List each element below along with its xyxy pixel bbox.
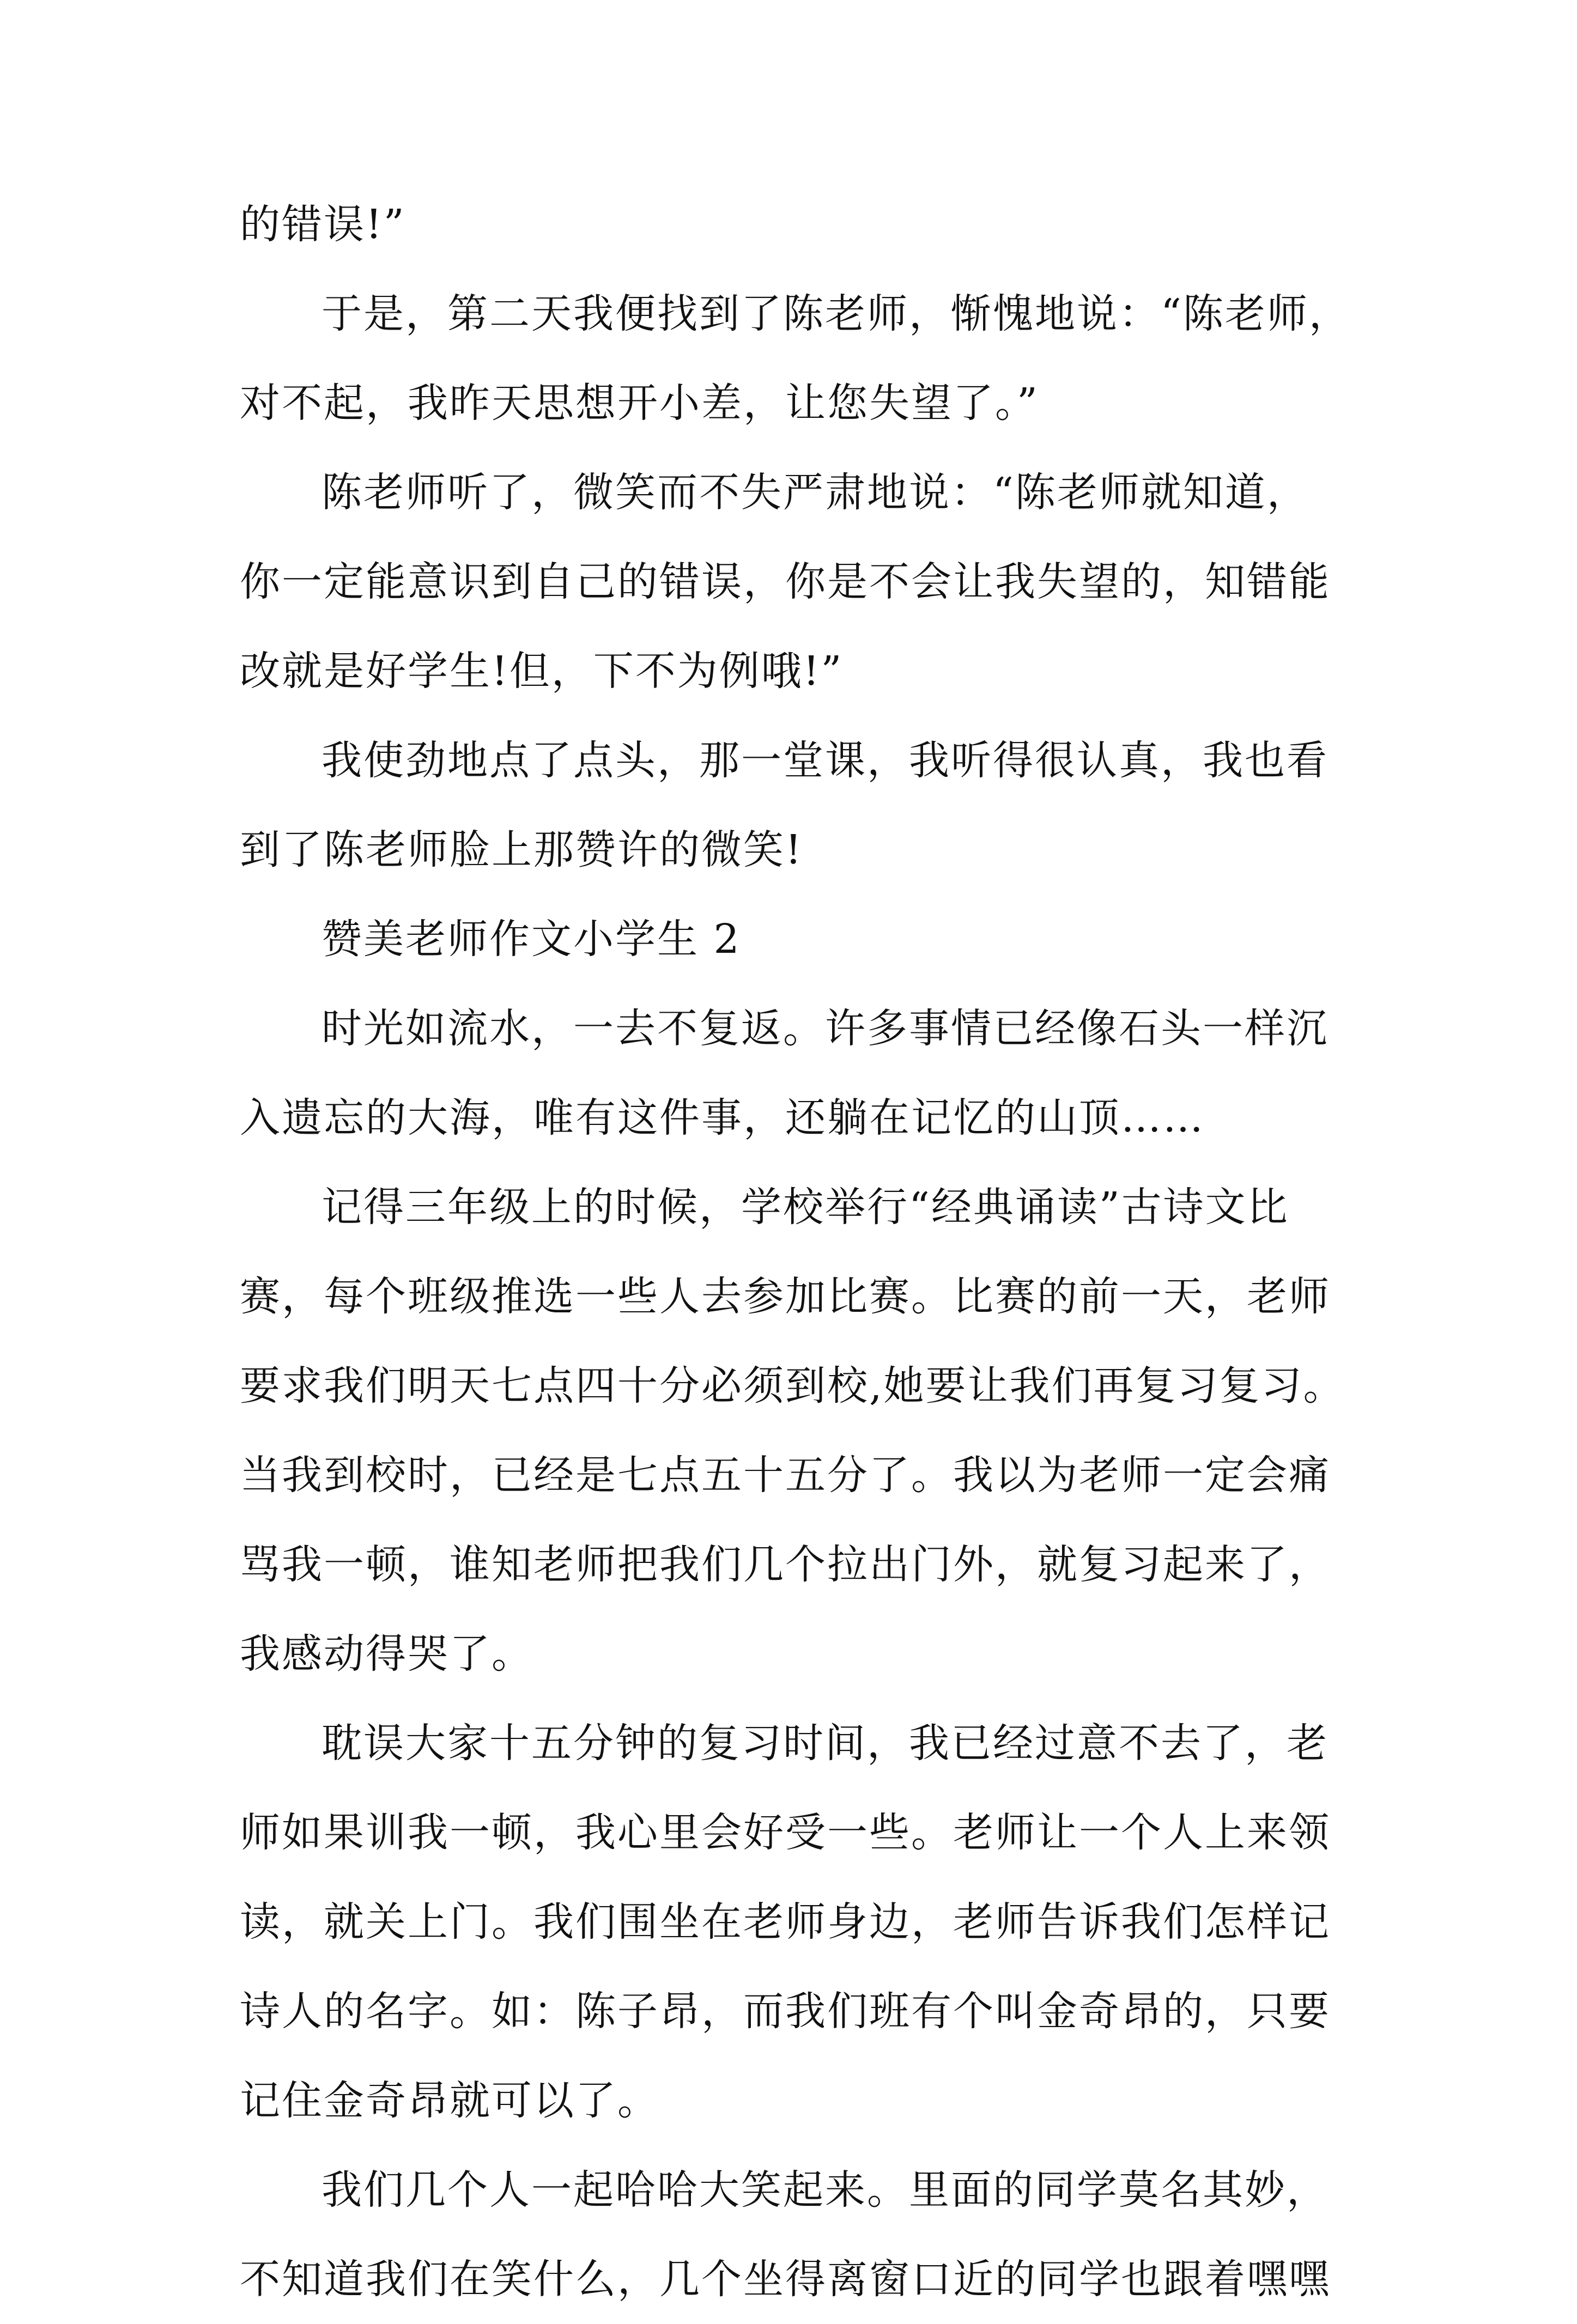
text-line: 你一定能意识到自己的错误，你是不会让我失望的，知错能 bbox=[240, 558, 1331, 605]
text-line: 耽误大家十五分钟的复习时间，我已经过意不去了，老 bbox=[322, 1720, 1329, 1767]
text-line: 改就是好学生!但，下不为例哦!” bbox=[240, 648, 844, 695]
text-line: 入遗忘的大海，唯有这件事，还躺在记忆的山顶…… bbox=[240, 1094, 1205, 1141]
text-line: 的错误!” bbox=[240, 201, 406, 248]
text-line: 我感动得哭了。 bbox=[240, 1631, 533, 1677]
text-line: 赛，每个班级推选一些人去参加比赛。比赛的前一天，老师 bbox=[240, 1273, 1331, 1320]
text-line: 对不起，我昨天思想开小差，让您失望了。” bbox=[240, 380, 1039, 427]
body-text bbox=[240, 180, 1351, 2324]
text-line: 要求我们明天七点四十分必须到校,她要让我们再复习复习。 bbox=[240, 1362, 1345, 1409]
text-line: 记住金奇昂就可以了。 bbox=[240, 2077, 659, 2124]
text-line: 陈老师听了，微笑而不失严肃地说：“陈老师就知道， bbox=[322, 469, 1309, 516]
text-line: 骂我一顿，谁知老师把我们几个拉出门外，就复习起来了， bbox=[240, 1541, 1331, 1588]
text-line: 诗人的名字。如：陈子昂，而我们班有个叫金奇昂的，只要 bbox=[240, 1988, 1331, 2035]
text-line: 于是，第二天我便找到了陈老师，惭愧地说：“陈老师， bbox=[322, 290, 1351, 337]
section-heading: 赞美老师作文小学生 2 bbox=[322, 916, 741, 963]
text-line: 时光如流水，一去不复返。许多事情已经像石头一样沉 bbox=[322, 1005, 1329, 1052]
text-line: 不知道我们在笑什么，几个坐得离窗口近的同学也跟着嘿嘿 bbox=[240, 2256, 1331, 2303]
text-line: 读，就关上门。我们围坐在老师身边，老师告诉我们怎样记 bbox=[240, 1899, 1331, 1945]
text-line: 师如果训我一顿，我心里会好受一些。老师让一个人上来领 bbox=[240, 1809, 1331, 1856]
text-line: 我使劲地点了点头，那一堂课，我听得很认真，我也看 bbox=[322, 737, 1329, 784]
text-line: 到了陈老师脸上那赞许的微笑! bbox=[240, 826, 803, 873]
text-line: 当我到校时，已经是七点五十五分了。我以为老师一定会痛 bbox=[240, 1452, 1331, 1499]
text-line: 我们几个人一起哈哈大笑起来。里面的同学莫名其妙， bbox=[322, 2167, 1329, 2213]
text-line: 记得三年级上的时候，学校举行“经典诵读”古诗文比 bbox=[322, 1184, 1289, 1231]
